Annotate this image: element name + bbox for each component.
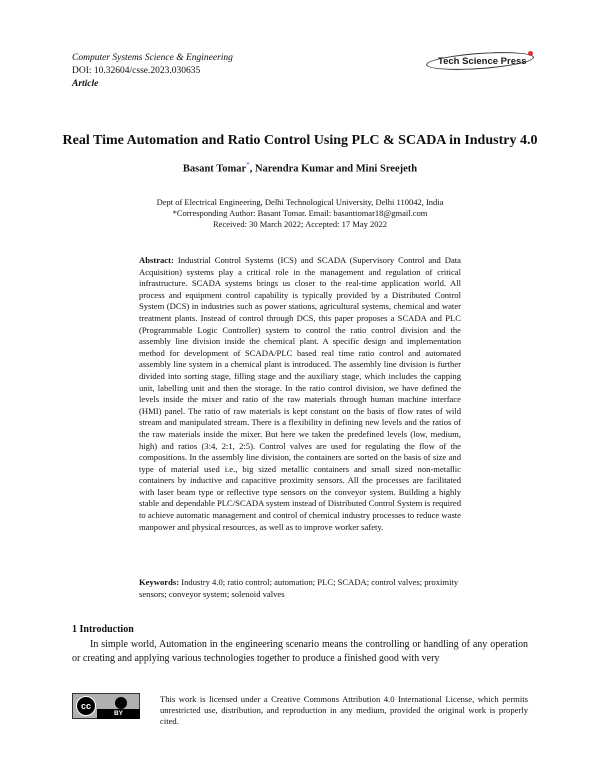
received-dates: Received: 30 March 2022; Accepted: 17 May 2022 (213, 219, 387, 229)
corresponding-author: *Corresponding Author: Basant Tomar. Email: basanttomar18@gmail.com (172, 208, 428, 218)
author-list (60, 161, 540, 175)
section-heading-introduction: 1 Introduction (72, 624, 134, 635)
keywords-label: Keywords: (139, 577, 180, 587)
abstract-text: Industrial Control Systems (ICS) and SCADA (Supervisory Control and Data Acquisition) systems play a critical role in the management and regulation of critical infrastructure. SCADA systems brings us closer to the real-time application world. All process and equipment control capability is typically provided by a Distributed Control System (DCS) in industries such as power stations, agricultural systems, chemical and water treatment plants. Instead of control through DCS, this paper proposes a SCADA and PLC (Programmable Logic Controller) system to control the ratio control division and the assembly line division inside the chemical plant. A specific design and implementation method for development of SCADA/PLC based real time ratio control and automated assembly line system in a chemical plant is introduced. The assembly line division is further divided into sorting stage, filling stage and the auxiliary stage, which includes the capping unit, labelling unit and then the storage. In the ratio control division, we have defined the levels inside the mixer and ratio of the raw materials through human machine interface (HMI) panel. The ratio of raw materials is kept constant on the basis of flow rates of wild stream and manipulated stream. There is a flexibility in defining new levels and the ratios of the raw materials inside the mixer. But here we taken the predefined levels (low, medium, high) and ratios (3:4, 2:1, 2:5). Control valves are used for regulating the flow of the compositions. In the assembly line division, the containers are sorted on the basis of size and type of material used i.e., big sized metallic containers and small sized non-metallic containers by inductive and capacitive proximity sensors. All the processes are facilitated with laser beam type or reflective type sensors on the conveyor system. Building a highly stable and dependable PLC/SCADA system instead of Distributed Control System is required to achieve automatic management and control of chemical industry processes to reduce waste manpower and physical resources, as well as to improve worker safety. (139, 255, 461, 532)
article-type: Article (72, 79, 99, 89)
affiliation-block (60, 197, 540, 230)
abstract-label: Abstract: (139, 255, 174, 265)
keywords (139, 577, 461, 600)
publisher-logo (424, 52, 536, 70)
author-first: Basant Tomar (182, 163, 247, 175)
keywords-text: Industry 4.0; ratio control; automation; PLC; SCADA; control valves; proximity sensors; conveyor system; solenoid valves (139, 577, 459, 599)
abstract (139, 255, 461, 533)
journal-header (72, 52, 233, 91)
cc-icon: cc (76, 696, 96, 716)
journal-name: Computer Systems Science & Engineering (72, 53, 233, 63)
paper-title: Real Time Automation and Ratio Control Using PLC & SCADA in Industry 4.0 (62, 133, 538, 148)
author-rest: , Narendra Kumar and Mini Sreejeth (249, 163, 418, 175)
license-text: This work is licensed under a Creative Commons Attribution 4.0 International License, which permits unrestricted use, distribution, and reproduction in any medium, provided the original work is properly cited. (160, 694, 528, 726)
affiliation-dept: Dept of Electrical Engineering, Delhi Technological University, Delhi 110042, India (156, 197, 444, 207)
cc-by-license-badge[interactable] (72, 693, 140, 719)
by-label: BY (97, 709, 140, 719)
introduction-text: In simple world, Automation in the engineering scenario means the controlling or handling of any operation or creating and applying various technologies together to produce a finished good with very (72, 639, 528, 664)
corresponding-mark[interactable]: * (246, 161, 250, 169)
logo-dot-icon (528, 51, 533, 56)
publisher-name: Tech Science Press (438, 55, 527, 67)
doi[interactable]: DOI: 10.32604/csse.2023.030635 (72, 66, 201, 76)
attribution-person-icon (115, 697, 127, 709)
